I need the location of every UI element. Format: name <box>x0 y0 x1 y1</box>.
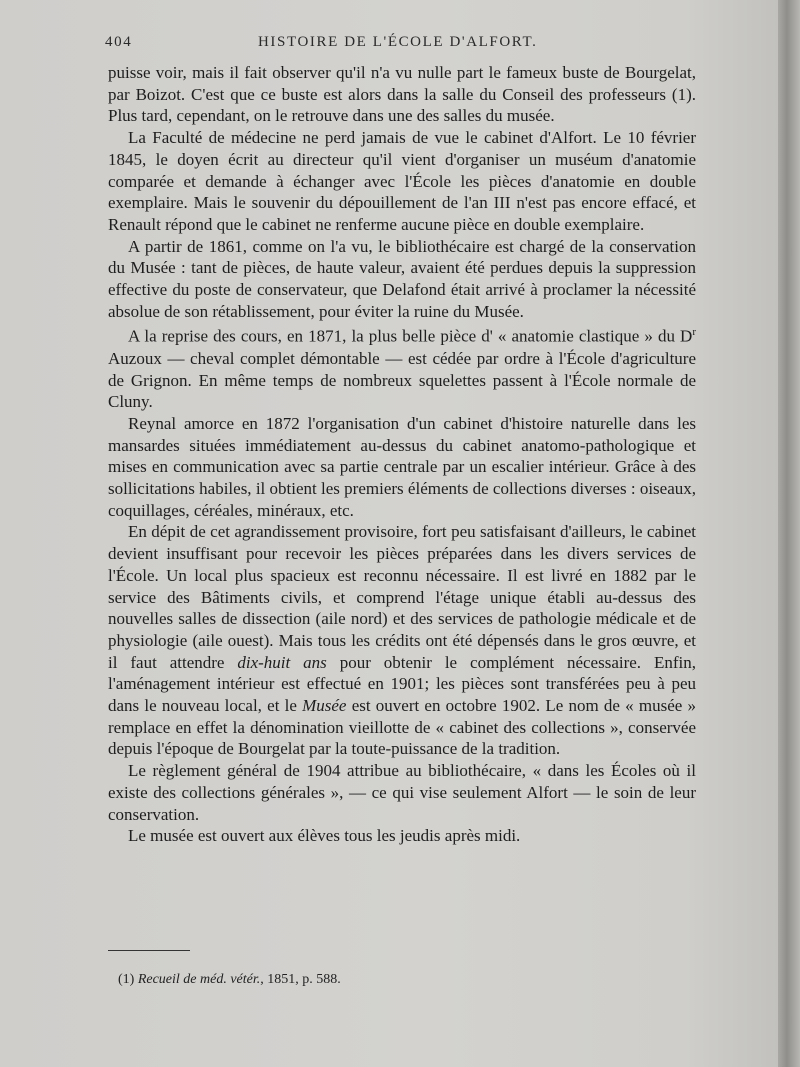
paragraph-4: A la reprise des cours, en 1871, la plus belle pièce d' « anatomie clastique » du $D^r$ Auzoux — cheval complet démontable — est cédée par ordre à l'École d'agriculture de Grignon. En même temps de nombreux squelettes passent à l'École normale de Cluny. <box>108 326 696 412</box>
footnote-marker: (1) <box>118 972 135 987</box>
footnote <box>118 972 341 988</box>
paragraph-2: La Faculté de médecine ne perd jamais de vue le cabinet d'Alfort. Le 10 février 1845, le doyen écrit au directeur qu'il vient d'organiser un muséum d'anatomie comparée et demande à échanger avec l'École les pièces d'anatomie en double exemplaire. Mais le souvenir du dépouillement de l'an III n'est pas encore effacé, et Renault répond que le cabinet ne renferme aucune pièce en double exemplaire. <box>108 128 696 234</box>
page-number: 404 <box>105 34 133 50</box>
page-edge-shadow <box>778 0 800 1067</box>
paragraph-3: A partir de 1861, comme on l'a vu, le bibliothécaire est chargé de la conservation du Musée : tant de pièces, de haute valeur, avaient été perdues depuis la suppression effective du poste de conservateur, que Delafond était arrivé à proclamer la nécessité absolue de son rétablissement, pour éviter la ruine du Musée. <box>108 236 696 321</box>
footnote-rule <box>108 950 190 951</box>
paragraph-8: Le musée est ouvert aux élèves tous les jeudis après midi. <box>128 826 521 846</box>
paragraph-5: Reynal amorce en 1872 l'organisation d'un cabinet d'histoire naturelle dans les mansardes situées immédiatement au-dessus du cabinet anatomo-pathologique et mises en communication avec sa partie centrale par un escalier intérieur. Grâce à des sollicitations habiles, il obtient les premiers éléments de collections diverses : oiseaux, coquillages, céréales, minéraux, etc. <box>108 413 696 520</box>
body-text <box>108 62 696 847</box>
paragraph-7: Le règlement général de 1904 attribue au bibliothécaire, « dans les Écoles où il existe des collections générales », — ce qui vise seulement Alfort — le soin de leur conservation. <box>108 761 696 824</box>
running-title: HISTOIRE DE L'ÉCOLE D'ALFORT. <box>258 34 538 50</box>
paragraph-6: En dépit de cet agrandissement provisoire, fort peu satisfaisant d'ailleurs, le cabinet devient insuffisant pour recevoir les pièces préparées dans les divers services de l'École. Un local plus spacieux est reconnu nécessaire. Il est livré en 1882 par le service des Bâtiments civils, et comprend l'étage unique établi au-dessus des nouvelles salles de dissection (aile nord) et des services de pathologie médicale et de physiologie (aile ouest). Mais tous les crédits ont été dépensés dans le gros œuvre, et il faut attendre dix-huit ans pour obtenir le complément nécessaire. Enfin, l'aménagement intérieur est effectué en 1901; les pièces sont transférées peu à peu dans le nouveau local, et le Musée est ouvert en octobre 1902. Le nom de « musée » remplace en effet la dénomination vieillotte de « cabinet des collections », conservée depuis l'époque de Bourgelat par la toute-puissance de la tradition. <box>108 522 696 759</box>
running-header <box>0 34 778 56</box>
paragraph-1: puisse voir, mais il fait observer qu'il n'a vu nulle part le fameux buste de Bourgelat, par Boizot. C'est que ce buste est alors dans la salle du Conseil des professeurs (1). Plus tard, cependant, on le retrouve dans une des salles du musée. <box>108 63 696 126</box>
footnote-source: Recueil de méd. vétér. <box>137 972 261 987</box>
footnote-rest: , 1851, p. 588. <box>260 972 341 987</box>
